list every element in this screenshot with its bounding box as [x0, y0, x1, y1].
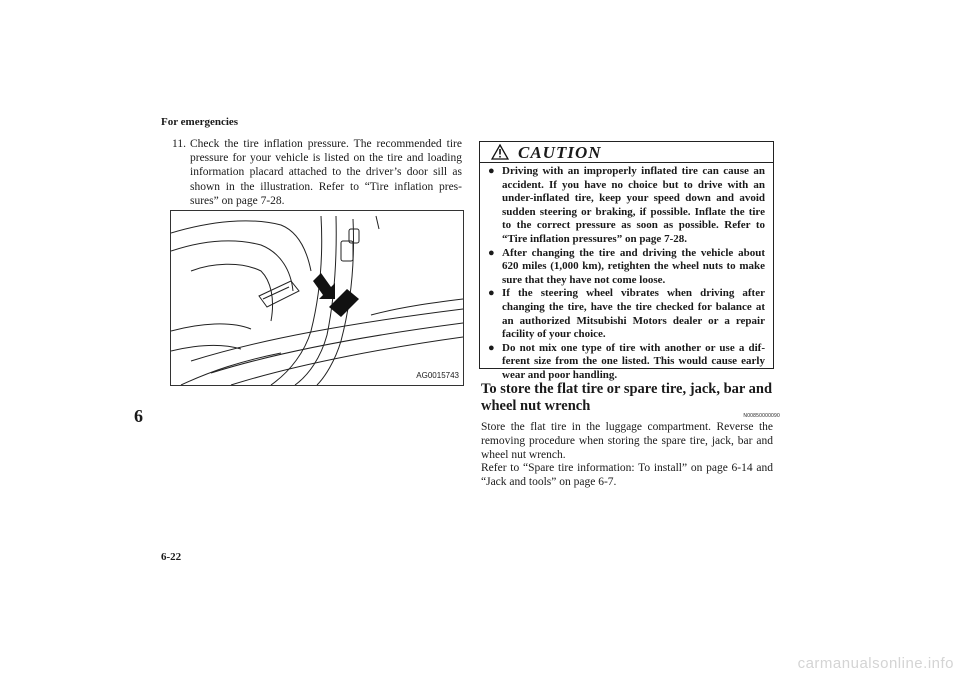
bullet-icon: ●: [488, 165, 495, 177]
section-code: N00850000090: [743, 413, 780, 419]
page-header-title: For emergencies: [161, 116, 239, 128]
warning-triangle-icon: [491, 144, 509, 160]
caution-item: ● After changing the tire and driving the vehicle about 620 miles (1,000 km), retighten the wheel nuts to make sure that they have not come loose.: [488, 246, 765, 286]
illustration-code: AG0015743: [416, 371, 459, 380]
watermark: carmanualsonline.info: [797, 655, 954, 672]
caution-title: CAUTION: [518, 143, 602, 162]
caution-item: ● If the steering wheel vibrates when driving after changing the tire, have the tire checked for balance at an authorized Mitsubishi Motors dealer or a repair facility of your choice.: [488, 287, 765, 341]
bullet-icon: ●: [488, 341, 495, 354]
page-number: 6-22: [161, 551, 182, 563]
step-number: 11.: [172, 138, 186, 150]
caution-list: [480, 163, 773, 383]
section-heading: To store the flat tire or spare tire, jack, bar and wheel nut wrench: [481, 381, 773, 414]
caution-item: ● Do not mix one type of tire with another or use a dif-ferent size from the one listed. This would cause early wear and poor handling.: [488, 341, 765, 381]
door-sill-placard-illustration-icon: [171, 211, 463, 385]
door-sill-illustration: [170, 210, 464, 386]
bullet-icon: ●: [488, 287, 495, 300]
step-text: Check the tire inflation pressure. The recommended tire pressure for your vehicle is listed on the tire and loading information placard attached to the driver’s door sill as shown in the illustration. Refer to “Tire inflation pres-sures” on page 7-28.: [190, 138, 462, 207]
step-instruction: [172, 137, 462, 208]
section-paragraph: Refer to “Spare tire information: To install” on page 6-14 and “Jack and tools” on page 6-7.: [481, 462, 773, 489]
caution-header: [480, 142, 773, 163]
chapter-tab: 6: [134, 406, 143, 426]
caution-item: ● Driving with an improperly inflated tire can cause an accident. If you have no choice but to drive with an under-inflated tire, keep your speed down and avoid sudden steering or braking, if possible. Inflate the tire to the correct pressure as soon as possible. Refer to “Tire inflation pressures” on page 7-28.: [488, 165, 765, 245]
section-paragraph: Store the flat tire in the luggage compartment. Reverse the removing procedure when storing the spare tire, jack, bar and wheel nut wrench.: [481, 421, 773, 461]
caution-box: [479, 141, 774, 381]
bullet-icon: ●: [488, 246, 495, 259]
section-body: [481, 421, 773, 490]
